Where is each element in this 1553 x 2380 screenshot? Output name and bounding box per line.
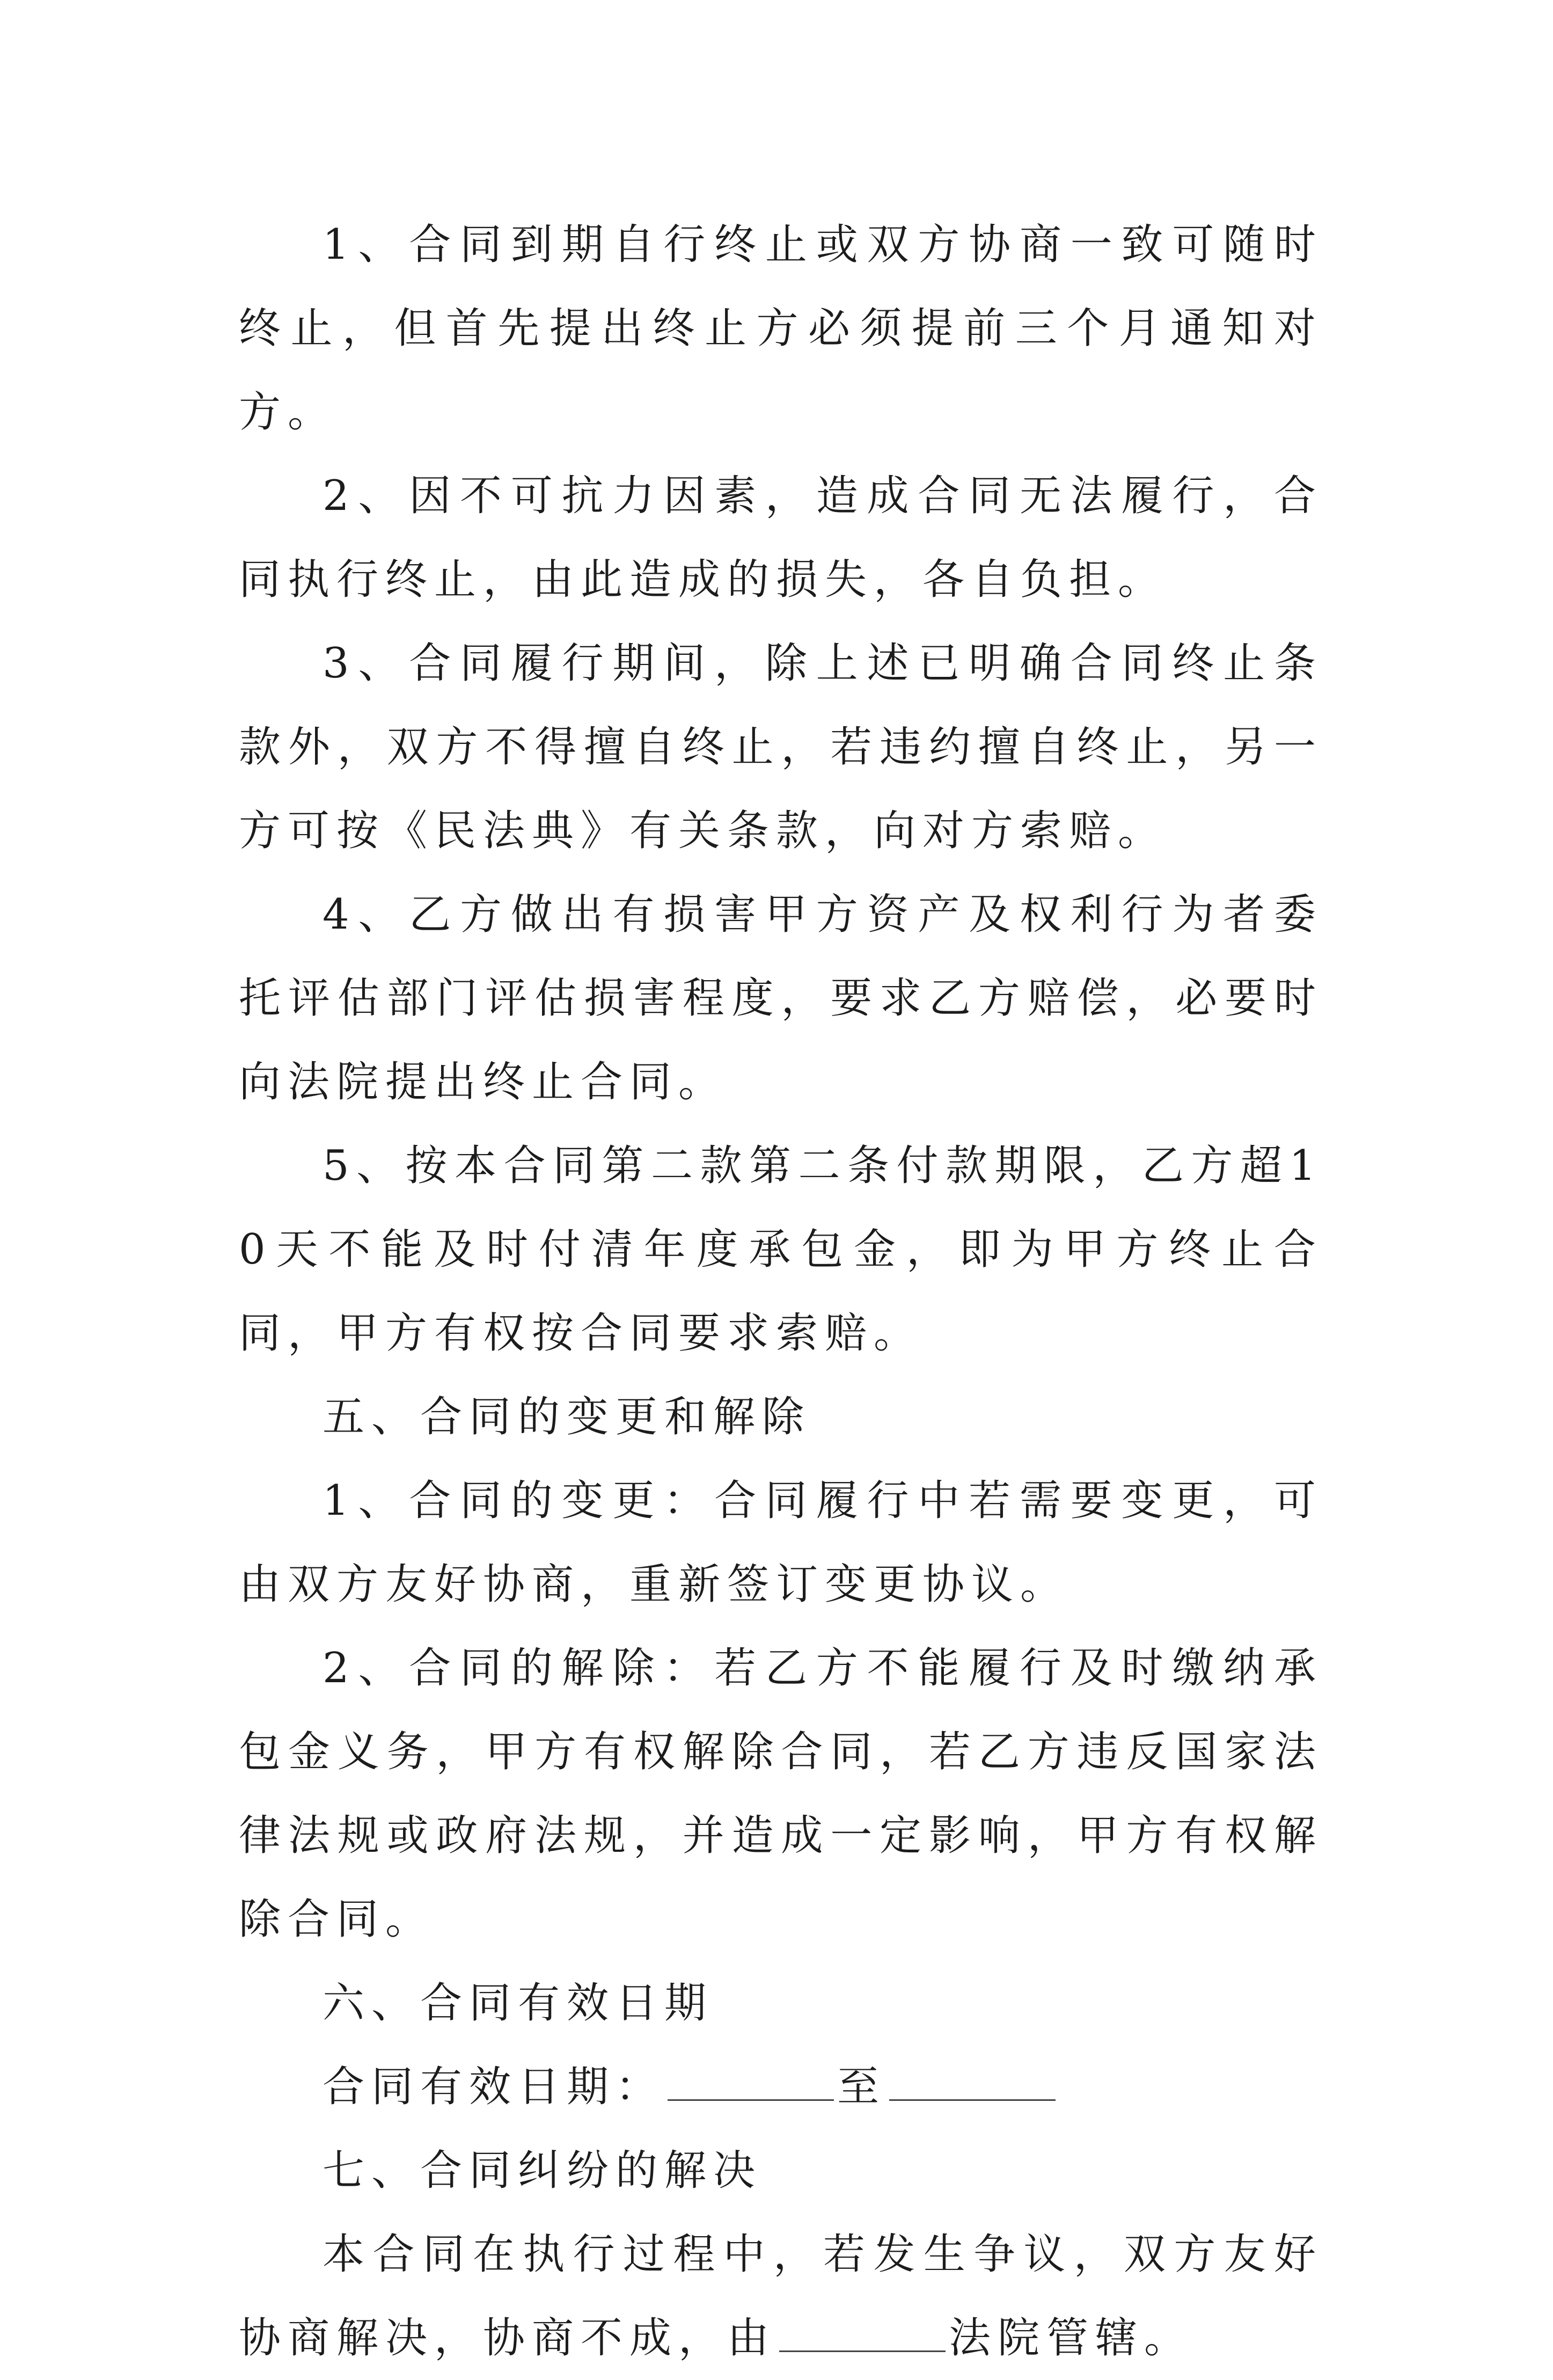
validity-line: [239, 2045, 1323, 2129]
clause-termination: 2、合同的解除：若乙方不能履行及时缴纳承包金义务，甲方有权解除合同，若乙方违反国家法律法规或政府法规，并造成一定影响，甲方有权解除合同。: [239, 1644, 1323, 1944]
dispute-body: 本合同在执行过程中，若发生争议，双方友好协商解决，协商不成，由: [239, 2230, 1323, 2362]
section-6-heading: 六、合同有效日期: [323, 1979, 714, 2027]
clause-2: 2、因不可抗力因素，造成合同无法履行，合同执行终止，由此造成的损失，各自负担。: [239, 472, 1323, 604]
section-5-heading: 五、合同的变更和解除: [323, 1393, 811, 1441]
dispute-tail: 法院管辖。: [949, 2314, 1193, 2362]
section-7-heading: 七、合同纠纷的解决: [323, 2147, 763, 2195]
validity-to: 至: [837, 2063, 887, 2111]
validity-start-blank[interactable]: [668, 2062, 834, 2101]
clause-4: 4、乙方做出有损害甲方资产及权利行为者委托评估部门评估损害程度，要求乙方赔偿，必要时向法院提出终止合同。: [239, 890, 1323, 1106]
clause-3: 3、合同履行期间，除上述已明确合同终止条款外，双方不得擅自终止，若违约擅自终止，另一方可按《民法典》有关条款，向对方索赔。: [239, 639, 1323, 855]
clause-1: 1、合同到期自行终止或双方协商一致可随时终止，但首先提出终止方必须提前三个月通知对方。: [239, 221, 1323, 436]
clause-change: 1、合同的变更：合同履行中若需要变更，可由双方友好协商，重新签订变更协议。: [239, 1477, 1323, 1609]
document-page: [239, 203, 1323, 2380]
validity-end-blank[interactable]: [889, 2062, 1056, 2101]
validity-label: 合同有效日期：: [323, 2063, 665, 2111]
dispute-clause: [239, 2213, 1323, 2380]
clause-5: 5、按本合同第二款第二条付款期限，乙方超10天不能及时付清年度承包金，即为甲方终止合同，甲方有权按合同要求索赔。: [239, 1142, 1323, 1357]
court-name-blank[interactable]: [779, 2313, 946, 2352]
